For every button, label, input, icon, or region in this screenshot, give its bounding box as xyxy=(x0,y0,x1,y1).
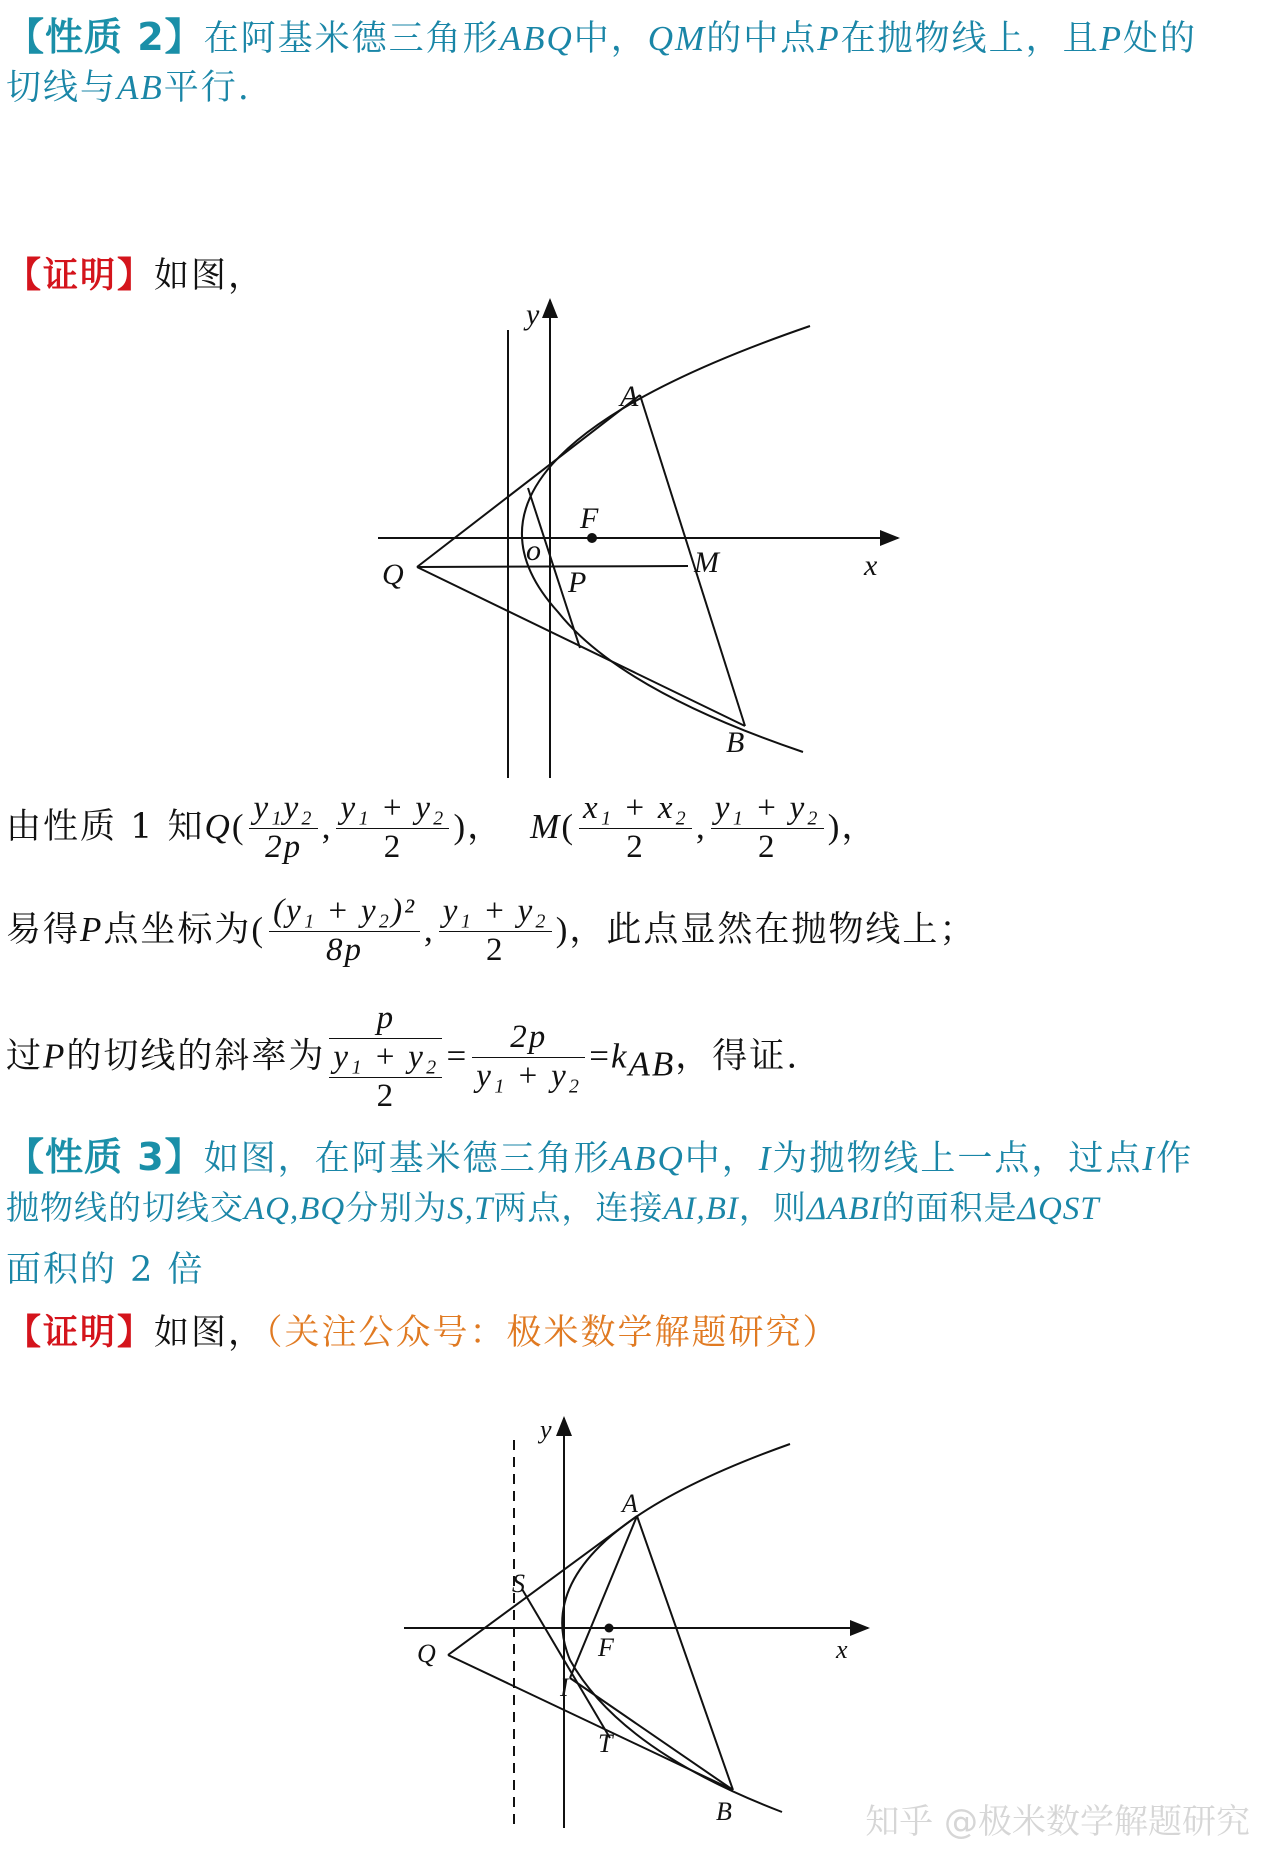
equals: = xyxy=(446,1036,469,1076)
label-S: S xyxy=(512,1569,525,1598)
math: S,T xyxy=(447,1191,494,1227)
label-Q: Q xyxy=(382,558,404,591)
label-I: I xyxy=(560,1673,569,1702)
label-B: B xyxy=(716,1797,732,1826)
comma: , xyxy=(423,909,435,949)
math: AI,BI xyxy=(663,1191,739,1227)
numerator: (y₁ + y₂)² xyxy=(269,893,420,932)
text: ， xyxy=(841,806,879,847)
paren-open: ( xyxy=(561,806,575,846)
text: 由性质 1 知 xyxy=(6,806,205,847)
label-Q: Q xyxy=(417,1639,436,1668)
text: 为抛物线上一点，过点 xyxy=(772,1139,1143,1179)
label-F: F xyxy=(580,502,599,535)
text: 点坐标为 xyxy=(103,909,252,950)
numerator: x₁ + x₂ xyxy=(579,790,692,829)
text: 处的 xyxy=(1123,19,1198,59)
math-sub: AB xyxy=(628,1044,676,1084)
segment-BI xyxy=(570,1678,733,1790)
proof-tag: 【证明】 xyxy=(6,255,155,296)
denominator: y₁ + y₂ xyxy=(476,1058,582,1095)
math: I xyxy=(1142,1139,1157,1178)
text: ，得证. xyxy=(675,1036,800,1077)
text: ，则 xyxy=(738,1188,807,1227)
watermark: 知乎 @极米数学解题研究 xyxy=(865,1802,1250,1842)
label-A: A xyxy=(620,380,639,413)
paren-open: ( xyxy=(231,806,246,846)
label-T: T xyxy=(598,1729,613,1758)
math: ABQ xyxy=(499,19,574,58)
label-y: y xyxy=(540,1415,552,1444)
math: QM xyxy=(647,19,707,58)
label-o: o xyxy=(526,534,541,567)
math-P: P xyxy=(80,909,104,949)
math: ABQ xyxy=(610,1139,685,1178)
text: 分别为 xyxy=(345,1188,448,1227)
numerator: y₁ + y₂ xyxy=(336,790,449,829)
label-x: x xyxy=(864,549,878,582)
math: P xyxy=(817,19,841,58)
text: 如图，在阿基米德三角形 xyxy=(203,1139,611,1179)
label-P: P xyxy=(568,566,587,599)
text: 平行. xyxy=(163,68,251,108)
numerator: y₁y₂ xyxy=(249,790,317,829)
text: 的中点 xyxy=(706,19,818,59)
label-B: B xyxy=(726,726,745,759)
focus-point xyxy=(605,1624,614,1633)
text: 如图， xyxy=(154,256,266,296)
math: AB xyxy=(117,68,164,107)
comma: , xyxy=(695,806,707,846)
text: 的面积是 xyxy=(881,1188,1018,1227)
numerator: y₁ + y₂ xyxy=(439,893,552,932)
denominator: 2 xyxy=(376,1077,396,1114)
text: 两点，连接 xyxy=(493,1188,664,1227)
equals: = xyxy=(589,1036,611,1076)
text: 在抛物线上，且 xyxy=(840,19,1100,59)
text: 易得 xyxy=(6,909,81,950)
math: ΔQST xyxy=(1017,1191,1100,1227)
text: 抛物线的切线交 xyxy=(6,1188,244,1227)
numerator: p xyxy=(329,1000,442,1039)
denominator: 2p xyxy=(265,828,303,865)
label-F: F xyxy=(598,1633,614,1662)
paren-close: ) xyxy=(453,806,468,846)
label-M: M xyxy=(694,546,719,579)
property-2-tag: 【性质 2】 xyxy=(6,15,204,59)
proof-tag: 【证明】 xyxy=(6,1312,155,1353)
math: ΔABI xyxy=(806,1191,882,1227)
text: ，此点显然在抛物线上； xyxy=(569,909,977,950)
segment-AB xyxy=(637,1516,733,1790)
denominator: 2 xyxy=(626,828,645,865)
math-k: k xyxy=(610,1036,629,1076)
numerator: 2p xyxy=(472,1019,585,1058)
note-text: （关注公众号：极米数学解题研究） xyxy=(265,1313,840,1353)
denominator: 2 xyxy=(383,828,403,865)
paren-close: ) xyxy=(555,909,570,949)
text: 作 xyxy=(1156,1139,1194,1179)
label-A: A xyxy=(622,1489,638,1518)
math-M: M xyxy=(530,806,562,846)
paren-close: ) xyxy=(827,806,842,846)
math-P: P xyxy=(43,1036,67,1076)
text: 的切线的斜率为 xyxy=(66,1036,326,1077)
label-x: x xyxy=(836,1635,848,1664)
text: 中， xyxy=(573,19,648,59)
denominator: 2 xyxy=(485,931,505,968)
math: I xyxy=(758,1139,773,1178)
text: 面积的 2 倍 xyxy=(6,1250,205,1290)
text: ， xyxy=(467,806,505,847)
text: 如图， xyxy=(154,1313,266,1353)
text: 切线与 xyxy=(6,68,118,108)
text: 中， xyxy=(684,1139,759,1179)
text: 过 xyxy=(6,1036,44,1077)
math: P xyxy=(1099,19,1123,58)
math: AQ,BQ xyxy=(244,1191,346,1227)
math-Q: Q xyxy=(204,806,232,846)
denominator: 8p xyxy=(326,931,364,968)
text: 在阿基米德三角形 xyxy=(203,19,500,59)
paren-open: ( xyxy=(251,909,266,949)
label-y: y xyxy=(526,298,540,331)
property-3-tag: 【性质 3】 xyxy=(6,1135,204,1179)
numerator: y₁ + y₂ xyxy=(711,790,824,829)
comma: , xyxy=(321,806,333,846)
numerator: y₁ + y₂ xyxy=(329,1039,442,1078)
denominator: 2 xyxy=(757,828,777,865)
segment-QB xyxy=(448,1655,733,1790)
